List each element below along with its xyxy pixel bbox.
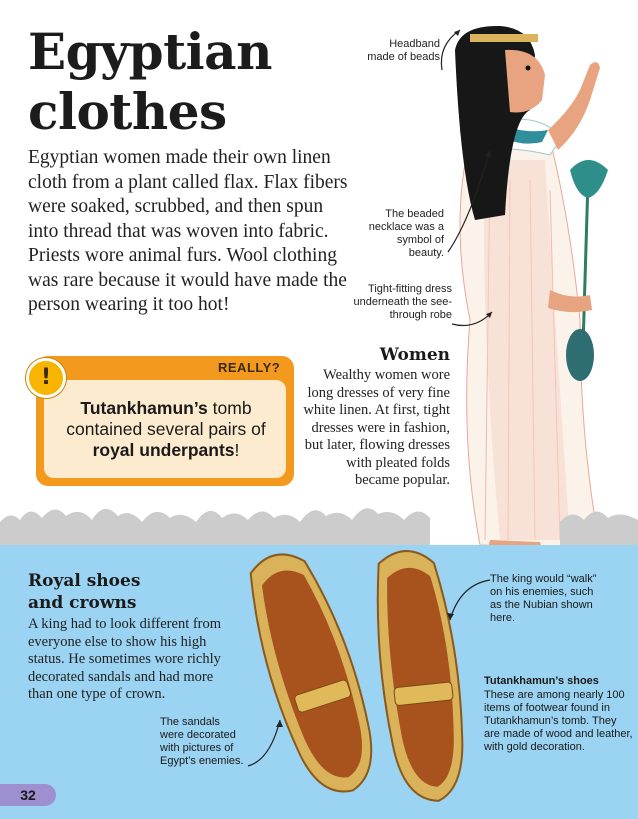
women-heading: Women xyxy=(379,345,450,365)
shoes-paragraph: These are among nearly 100 items of footwear found in Tutankhamun’s tomb. They are made of wood and leather, with gold decoration. xyxy=(484,689,633,753)
really-bold-1: Tutankhamun’s xyxy=(80,398,208,418)
really-bold-2: royal underpants xyxy=(92,440,235,460)
title-line-2: clothes xyxy=(28,82,227,141)
women-paragraph: Wealthy women wore long dresses of very fine white linen. At first, tight dresses were in fashion, but later, flowing dresses with pleated folds became popular. xyxy=(303,367,450,488)
royal-heading xyxy=(28,570,140,614)
title-line-1: Egyptian xyxy=(28,22,272,81)
dress-label: Tight-fitting dress underneath the see-through robe xyxy=(353,283,452,321)
really-mid: tomb contained several pairs of xyxy=(66,398,266,439)
headband-label: Headband made of beads xyxy=(367,38,440,63)
callout-arrows xyxy=(430,20,510,340)
necklace-label: The beaded necklace was a symbol of beauty. xyxy=(368,208,444,259)
royal-heading-line-2: and crowns xyxy=(28,593,137,613)
intro-paragraph: Egyptian women made their own linen cloth from a plant called flax. Flax fibers were soaked, scrubbed, and then spun into thread that was woven into fabric. Priests wore animal furs. Wool clothing was rare because it would have made the person wearing it too hot! xyxy=(28,147,348,315)
exclamation-icon: ! xyxy=(26,358,66,398)
really-tag: REALLY? xyxy=(218,360,281,375)
sandals-label: The sandals were decorated with pictures of Egypt’s enemies. xyxy=(160,716,244,767)
really-fact xyxy=(48,398,284,461)
shoes-heading: Tutankhamun’s shoes xyxy=(484,675,599,687)
really-end: ! xyxy=(234,440,240,460)
king-label: The king would “walk” on his enemies, such as the Nubian shown here. xyxy=(490,573,597,624)
page-title xyxy=(28,22,272,142)
sandal-callout-arrows xyxy=(240,570,500,770)
page-number: 32 xyxy=(0,784,56,806)
royal-paragraph: A king had to look different from everyone else to show his high status. He sometimes wore richly decorated sandals and had more than one type of crown. xyxy=(28,616,222,702)
royal-heading-line-1: Royal shoes xyxy=(28,571,141,591)
